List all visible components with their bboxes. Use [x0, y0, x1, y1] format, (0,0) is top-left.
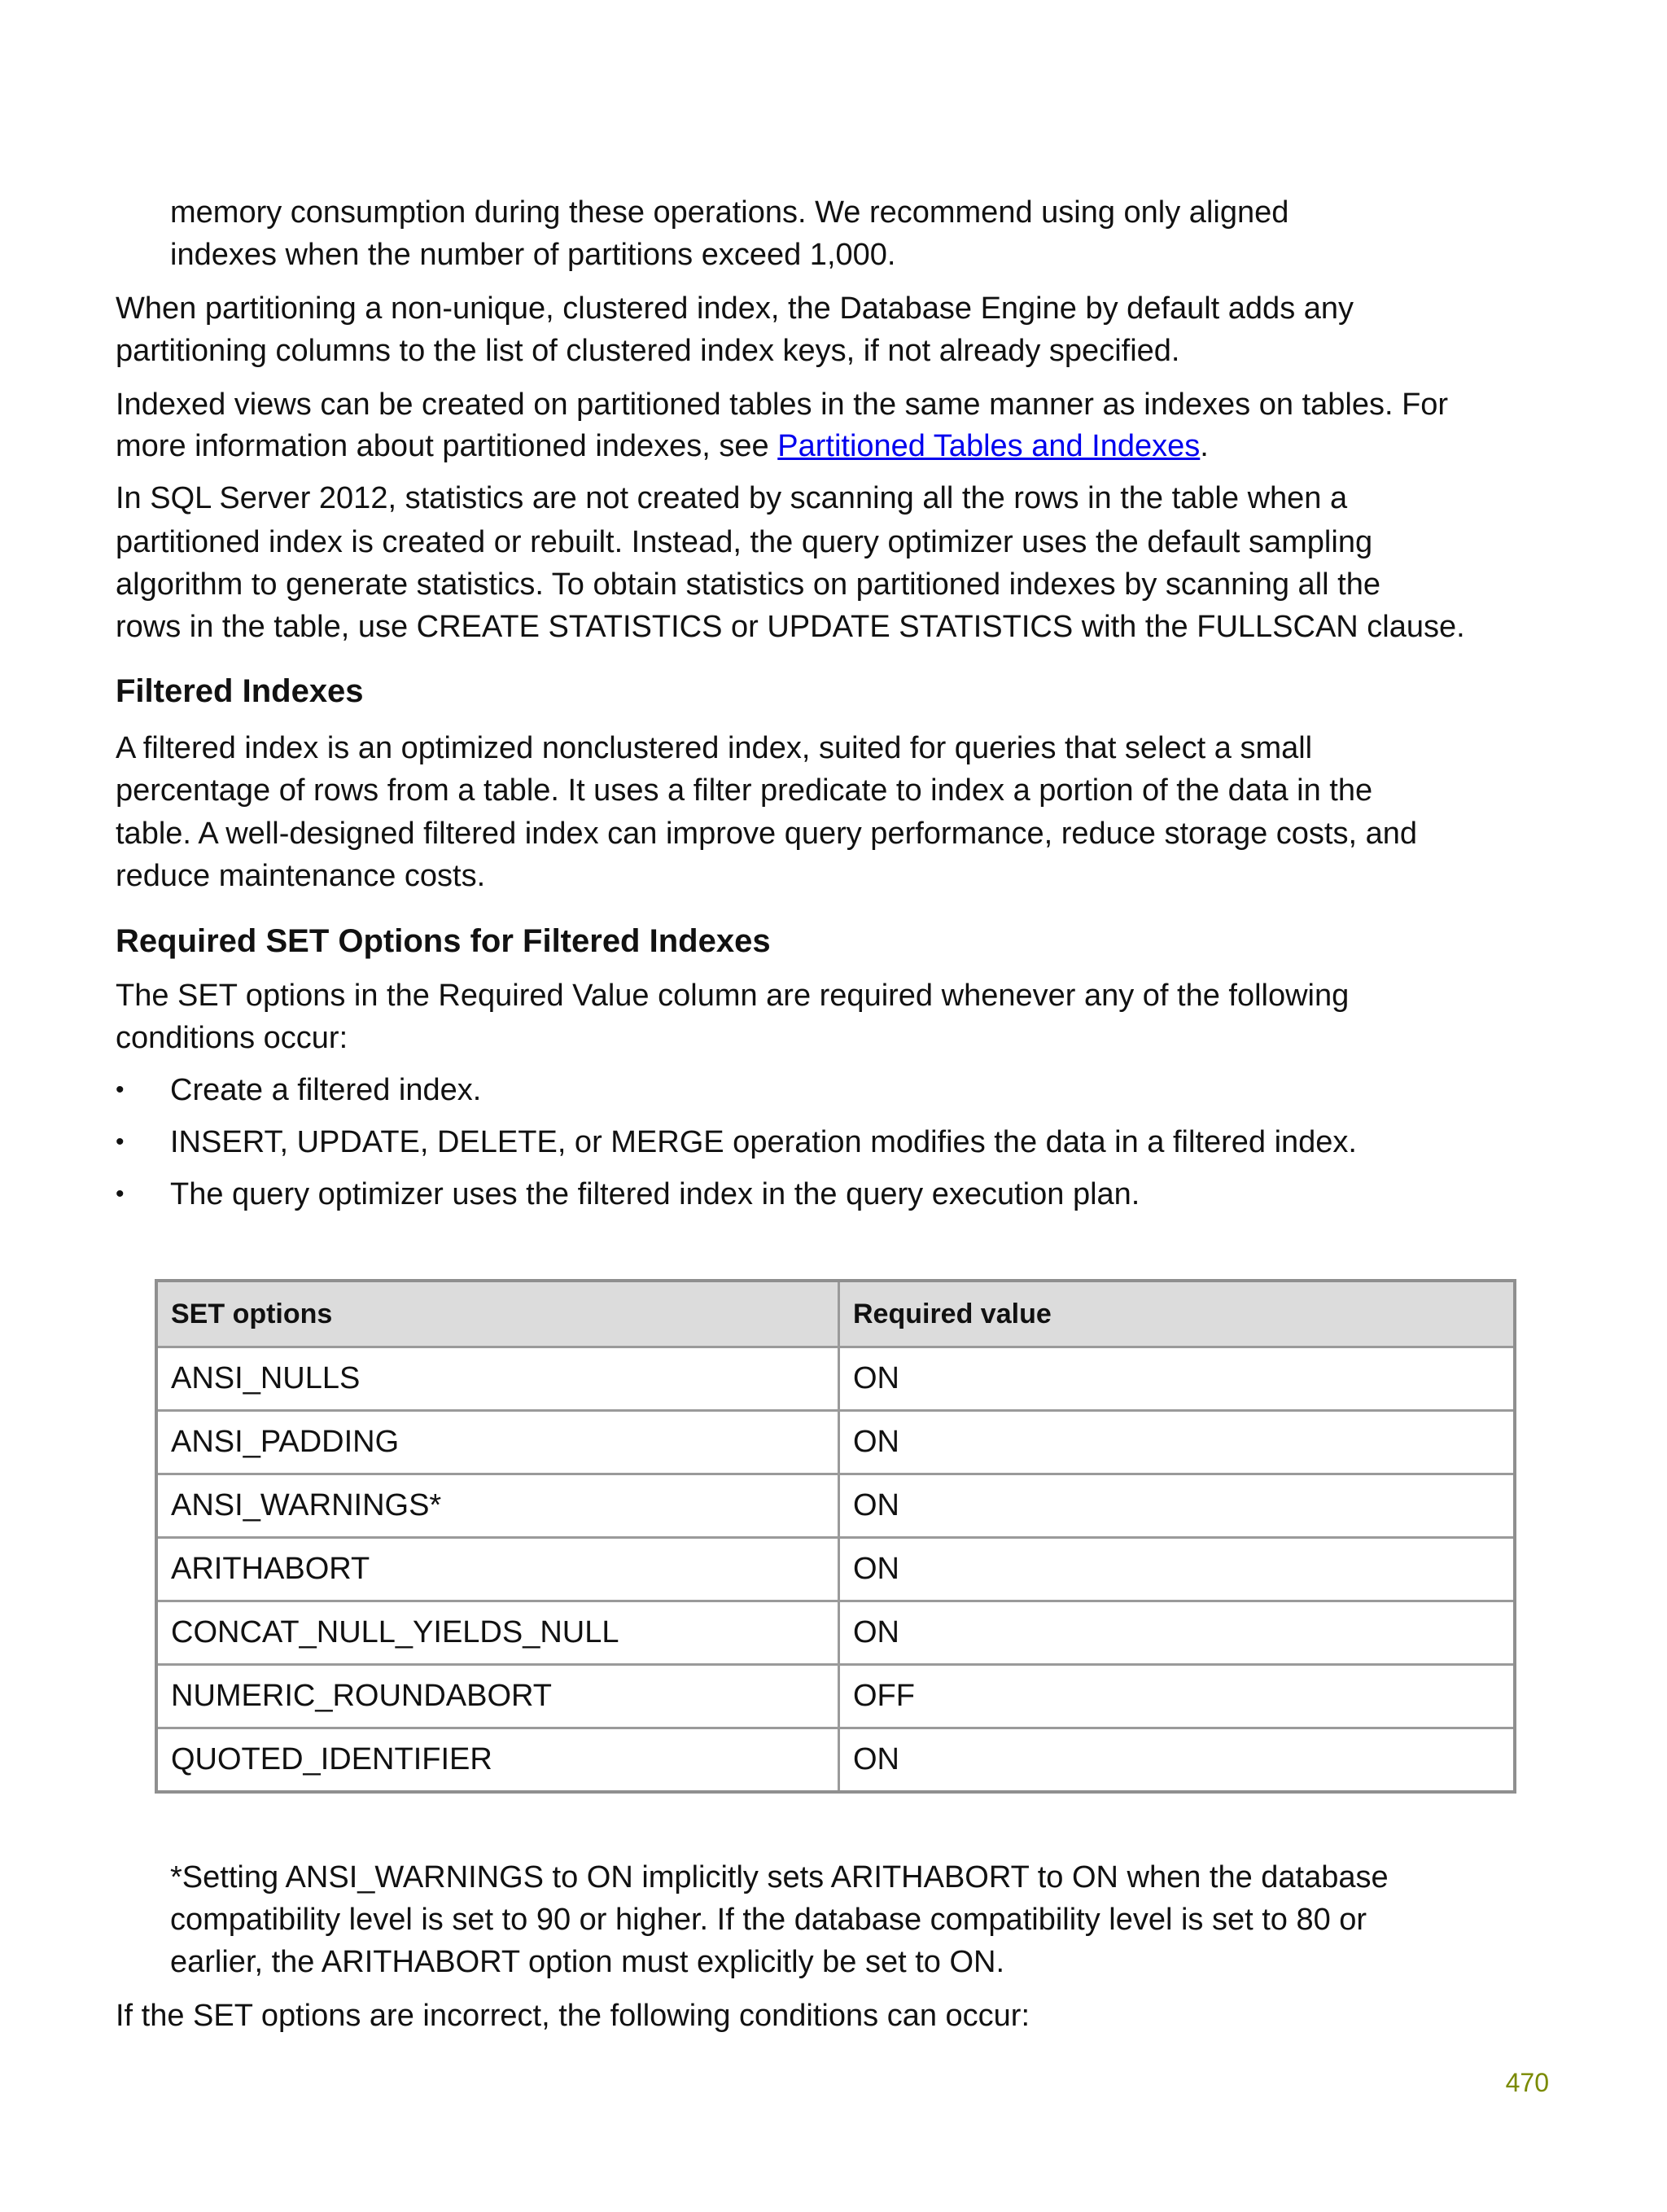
clustered-paragraph-line: When partitioning a non-unique, clustered index, the Database Engine by default adds any — [116, 291, 1354, 326]
option-cell: ANSI_NULLS — [156, 1347, 839, 1411]
filtered-paragraph-line: percentage of rows from a table. It uses a filter predicate to index a portion of the data in the — [116, 773, 1373, 808]
bullet-item: INSERT, UPDATE, DELETE, or MERGE operation modifies the data in a filtered index. — [170, 1125, 1357, 1159]
value-cell: ON — [839, 1411, 1516, 1474]
bullet-icon: • — [116, 1180, 125, 1207]
clustered-paragraph-line: partitioning columns to the list of clustered index keys, if not already specified. — [116, 334, 1180, 368]
option-cell: ANSI_PADDING — [156, 1411, 839, 1474]
set-options-table — [155, 1279, 1516, 1794]
partitioned-tables-link[interactable]: Partitioned Tables and Indexes — [777, 429, 1201, 463]
header-required-value: Required value — [839, 1281, 1516, 1347]
intro-line: memory consumption during these operations. We recommend using only aligned — [170, 195, 1289, 230]
page-number: 470 — [1505, 2068, 1549, 2097]
stats-paragraph-line: algorithm to generate statistics. To obtain statistics on partitioned indexes by scanning all the — [116, 567, 1380, 602]
option-cell: QUOTED_IDENTIFIER — [156, 1728, 839, 1793]
table-row — [156, 1347, 1515, 1411]
value-cell: ON — [839, 1347, 1516, 1411]
bullet-item: The query optimizer uses the filtered index in the query execution plan. — [170, 1177, 1140, 1211]
views-text-end: . — [1200, 429, 1209, 463]
value-cell: ON — [839, 1601, 1516, 1665]
option-cell: ANSI_WARNINGS* — [156, 1474, 839, 1538]
footnote-line: *Setting ANSI_WARNINGS to ON implicitly sets ARITHABORT to ON when the database — [170, 1860, 1389, 1894]
filtered-paragraph-line: reduce maintenance costs. — [116, 859, 486, 893]
table-row — [156, 1665, 1515, 1728]
stats-paragraph-line: In SQL Server 2012, statistics are not created by scanning all the rows in the table when a — [116, 481, 1348, 515]
option-cell: CONCAT_NULL_YIELDS_NULL — [156, 1601, 839, 1665]
option-cell: NUMERIC_ROUNDABORT — [156, 1665, 839, 1728]
table-row — [156, 1411, 1515, 1474]
required-paragraph-line: The SET options in the Required Value column are required whenever any of the following — [116, 979, 1350, 1013]
table-row — [156, 1728, 1515, 1793]
stats-paragraph-line: rows in the table, use CREATE STATISTICS or UPDATE STATISTICS with the FULLSCAN clause. — [116, 610, 1465, 644]
header-set-options: SET options — [156, 1281, 839, 1347]
option-cell: ARITHABORT — [156, 1538, 839, 1601]
views-paragraph-line — [116, 425, 1209, 467]
bullet-icon: • — [116, 1076, 125, 1103]
bullet-icon: • — [116, 1128, 125, 1155]
value-cell: ON — [839, 1538, 1516, 1601]
table-row — [156, 1474, 1515, 1538]
table-row — [156, 1538, 1515, 1601]
footnote-line: earlier, the ARITHABORT option must explicitly be set to ON. — [170, 1945, 1005, 1979]
bullet-item: Create a filtered index. — [170, 1073, 482, 1107]
footnote-line: compatibility level is set to 90 or higher. If the database compatibility level is set to 80 or — [170, 1903, 1367, 1937]
value-cell: OFF — [839, 1665, 1516, 1728]
intro-line: indexes when the number of partitions exceed 1,000. — [170, 238, 896, 272]
filtered-paragraph-line: A filtered index is an optimized nonclustered index, suited for queries that select a small — [116, 731, 1313, 765]
value-cell: ON — [839, 1728, 1516, 1793]
heading-filtered-indexes: Filtered Indexes — [116, 673, 364, 709]
heading-required-set-options: Required SET Options for Filtered Indexes — [116, 923, 771, 959]
stats-paragraph-line: partitioned index is created or rebuilt. Instead, the query optimizer uses the default sampling — [116, 525, 1373, 559]
table-row — [156, 1601, 1515, 1665]
views-paragraph-line: Indexed views can be created on partitioned tables in the same manner as indexes on tables. For — [116, 388, 1449, 422]
views-text: more information about partitioned indexes, see — [116, 429, 778, 463]
value-cell: ON — [839, 1474, 1516, 1538]
table-header-row — [156, 1281, 1515, 1347]
incorrect-options-paragraph: If the SET options are incorrect, the following conditions can occur: — [116, 1999, 1030, 2033]
filtered-paragraph-line: table. A well-designed filtered index can improve query performance, reduce storage costs, and — [116, 817, 1418, 851]
required-paragraph-line: conditions occur: — [116, 1021, 348, 1055]
